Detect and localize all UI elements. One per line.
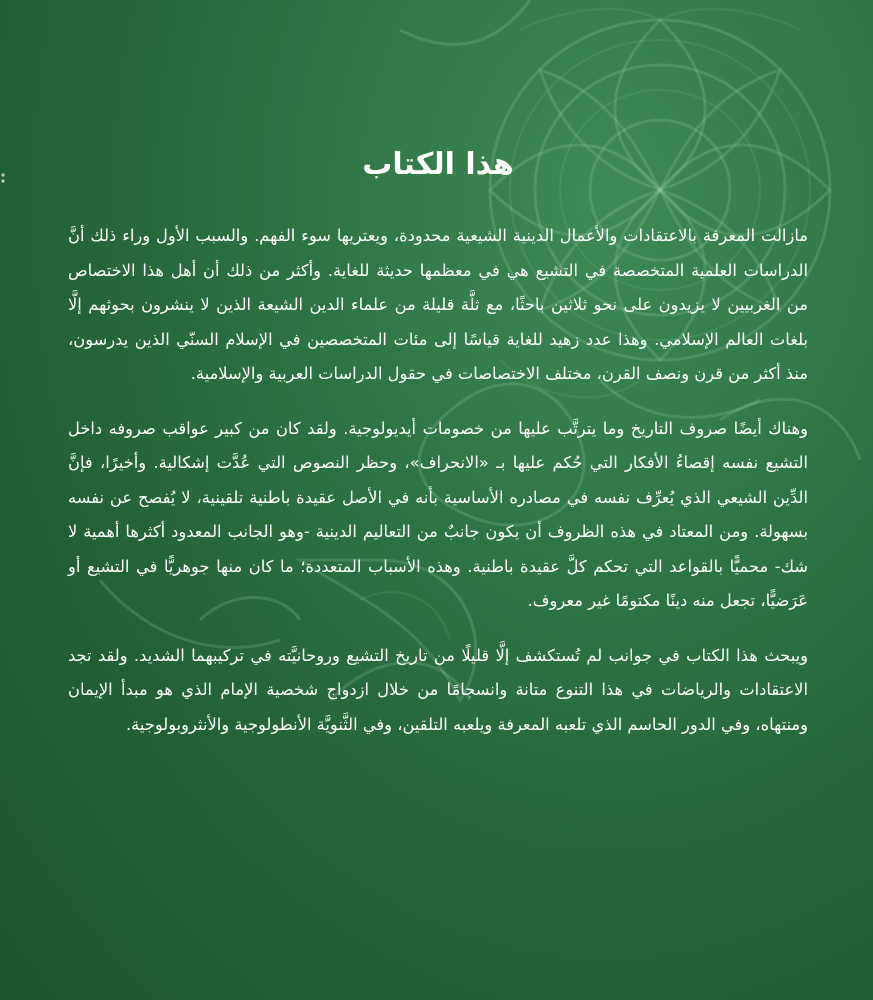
paragraph-2: وهناك أيضًا صروف التاريخ وما يترتَّب عليها من خصومات أيديولوجية. ولقد كان من كبير عواقب صروفه داخل التشيع نفسه إقصاءُ الأفكار التي حُكم عليها بـ «الانحراف»، وحظر النصوص التي عُدَّت إشكالية. وأخيرًا، فإنَّ الدِّين الشيعي الذي يُعرِّف نفسه في مصادره الأساسية بأنه في الأصل عقيدة باطنية تلقينية، لا يُفصح عن نفسه بسهولة. ومن المعتاد في هذه الظروف أن يكون جانبٌ من التعاليم الدينية -وهو الجانب المعدود أكثرها أهمية لا شك- محميًّا بالقواعد التي تحكم كلَّ عقيدة باطنية. وهذه الأسباب المتعددة؛ ما كان منها جوهريًّا في التشيع أو عَرَضيًّا، تجعل منه دينًا مكتومًا غير معروف.	[68, 418, 808, 610]
paragraph-3: ويبحث هذا الكتاب في جوانب لم تُستكشف إلَّا قليلًا من تاريخ التشيع وروحانيَّته في تركيبهما الشديد. ولقد تجد الاعتقادات والرياضات في هذا التنوع متانة وانسجامًا من خلال ازدواج شخصية الإمام الذي هو مبدأ الإيمان ومنتهاه، وفي الدور الحاسم الذي تلعبه المعرفة ويلعبه التلقين، وفي الثَّنويَّة الأنطولوجية والأنثروبولوجية.	[68, 645, 808, 734]
back-cover-text	[68, 145, 808, 742]
page-title: هذا الكتاب	[362, 147, 514, 182]
paragraph-1: مازالت المعرفة بالاعتقادات والأعمال الدينية الشيعية محدودة، ويعتريها سوء الفهم. والسبب الأول وراء ذلك أنَّ الدراسات العلمية المتخصصة في التشيع هي في معظمها حديثة للغاية. وأكثر من ذلك أن أهل هذا الاختصاص من الغربيين لا يزيدون على نحو ثلاثين باحثًا، مع ثلَّة قليلة من علماء الدين الشيعة الذين لا ينشرون بحوثهم إلَّا بلغات العالم الإسلامي. وهذا عدد زهيد للغاية قياسًا إلى مئات المتخصصين في الإسلام السنّي الذين يدرسون، منذ أكثر من قرن ونصف القرن، مختلف الاختصاصات في حقول الدراسات العربية والإسلامية.	[68, 226, 808, 383]
page-edge-marks	[0, 172, 10, 186]
